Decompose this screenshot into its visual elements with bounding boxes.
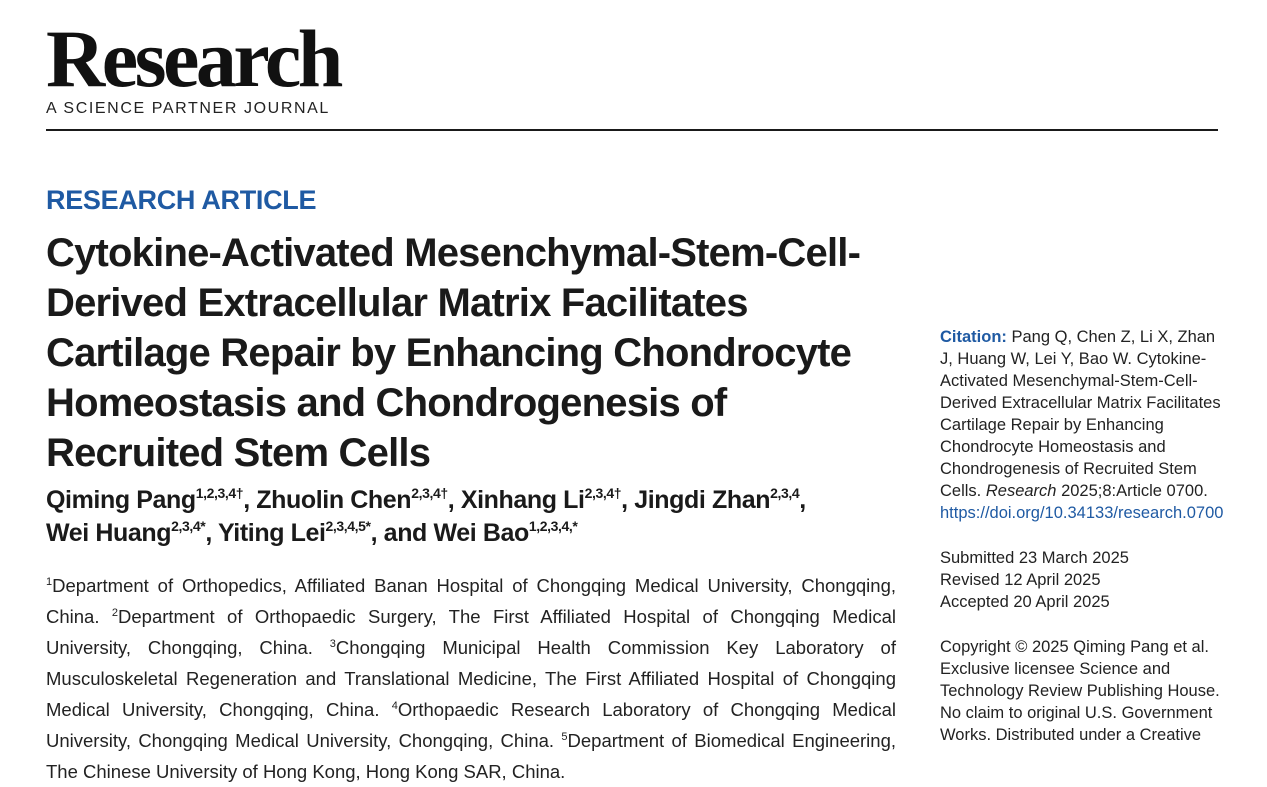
- affiliation-number: 4: [391, 700, 398, 712]
- author-name[interactable]: Qiming Pang: [46, 486, 196, 514]
- author-separator: ,: [205, 519, 218, 547]
- doi-link[interactable]: https://doi.org/10.34133/research.0700: [940, 504, 1224, 522]
- date-accepted: Accepted 20 April 2025: [940, 593, 1110, 611]
- author-affiliation-marker: 2,3,4†: [584, 485, 622, 501]
- affiliation-text: Department of Biomedical Engineering, The Chinese University of Hong Kong, Hong Kong SAR, China.: [46, 730, 897, 782]
- citation-text: Pang Q, Chen Z, Li X, Zhan J, Huang W, Lei Y, Bao W. Cytokine-Activated Mesenchymal-Stem-Cell-Derived Extracellular Matrix Facilitates Cartilage Repair by Enhancing Chondrocyte Homeostasis and Chondrogenesis of Recruited Stem Cells.: [940, 328, 1221, 500]
- affiliation-list: [46, 570, 896, 787]
- journal-masthead: [46, 13, 340, 118]
- author-affiliation-marker: 2,3,4,5*: [325, 518, 371, 534]
- author-name[interactable]: Zhuolin Chen: [256, 486, 412, 514]
- author-separator: ,: [243, 486, 257, 514]
- author-separator: , and: [370, 519, 434, 547]
- header-divider: [46, 129, 1218, 131]
- date-revised: Revised 12 April 2025: [940, 571, 1101, 589]
- affiliation-text: Orthopaedic Research Laboratory of Chongqing Medical University, Chongqing Medical University, Chongqing, China.: [46, 699, 896, 751]
- date-submitted: Submitted 23 March 2025: [940, 549, 1129, 567]
- citation-label: Citation:: [940, 328, 1007, 346]
- article-sidebar: [940, 326, 1222, 746]
- journal-logo: Research: [46, 13, 340, 104]
- article-title: Cytokine-Activated Mesenchymal-Stem-Cell-Derived Extracellular Matrix Facilitates Cartilage Repair by Enhancing Chondrocyte Homeostasis and Chondrogenesis of Recruited Stem Cells: [46, 231, 861, 475]
- affiliation-number: 3: [329, 638, 336, 650]
- article-header: [46, 185, 896, 787]
- author-affiliation-marker: 2,3,4: [770, 485, 800, 501]
- author-affiliation-marker: 1,2,3,4†: [195, 485, 244, 501]
- copyright-notice: Copyright © 2025 Qiming Pang et al. Exclusive licensee Science and Technology Review Publishing House. No claim to original U.S. Government Works. Distributed under a Creative: [940, 638, 1220, 744]
- citation-block: [940, 326, 1222, 524]
- author-affiliation-marker: 2,3,4*: [171, 518, 206, 534]
- affiliation-number: 5: [561, 731, 568, 743]
- author-separator: ,: [799, 486, 806, 514]
- affiliation-number: 2: [111, 607, 118, 619]
- affiliation-text: Chongqing Municipal Health Commission Key Laboratory of Musculoskeletal Regeneration and Translational Medicine, The First Affiliated Hospital of Chongqing Medical University, Chongqing, China.: [46, 637, 896, 720]
- citation-details: 2025;8:Article 0700.: [1061, 482, 1208, 500]
- affiliation-text: Department of Orthopedics, Affiliated Banan Hospital of Chongqing Medical University, Chongqing, China.: [46, 575, 896, 627]
- author-separator: ,: [447, 486, 461, 514]
- journal-tagline: A SCIENCE PARTNER JOURNAL: [46, 100, 330, 117]
- author-name[interactable]: Jingdi Zhan: [634, 486, 771, 514]
- author-affiliation-marker: 2,3,4†: [411, 485, 448, 501]
- affiliation-text: Department of Orthopaedic Surgery, The First Affiliated Hospital of Chongqing Medical University, Chongqing, China.: [46, 606, 896, 658]
- author-name[interactable]: Yiting Lei: [217, 519, 326, 547]
- publication-dates: [940, 547, 1222, 613]
- author-affiliation-marker: 1,2,3,4,*: [528, 518, 578, 534]
- author-name[interactable]: Wei Bao: [433, 519, 529, 547]
- author-list: [46, 484, 896, 550]
- author-name[interactable]: Wei Huang: [46, 519, 172, 547]
- affiliation-number: 1: [46, 576, 53, 588]
- author-separator: ,: [621, 486, 635, 514]
- author-name[interactable]: Xinhang Li: [460, 486, 585, 514]
- article-type-label: RESEARCH ARTICLE: [46, 185, 317, 215]
- citation-journal: Research: [985, 482, 1057, 500]
